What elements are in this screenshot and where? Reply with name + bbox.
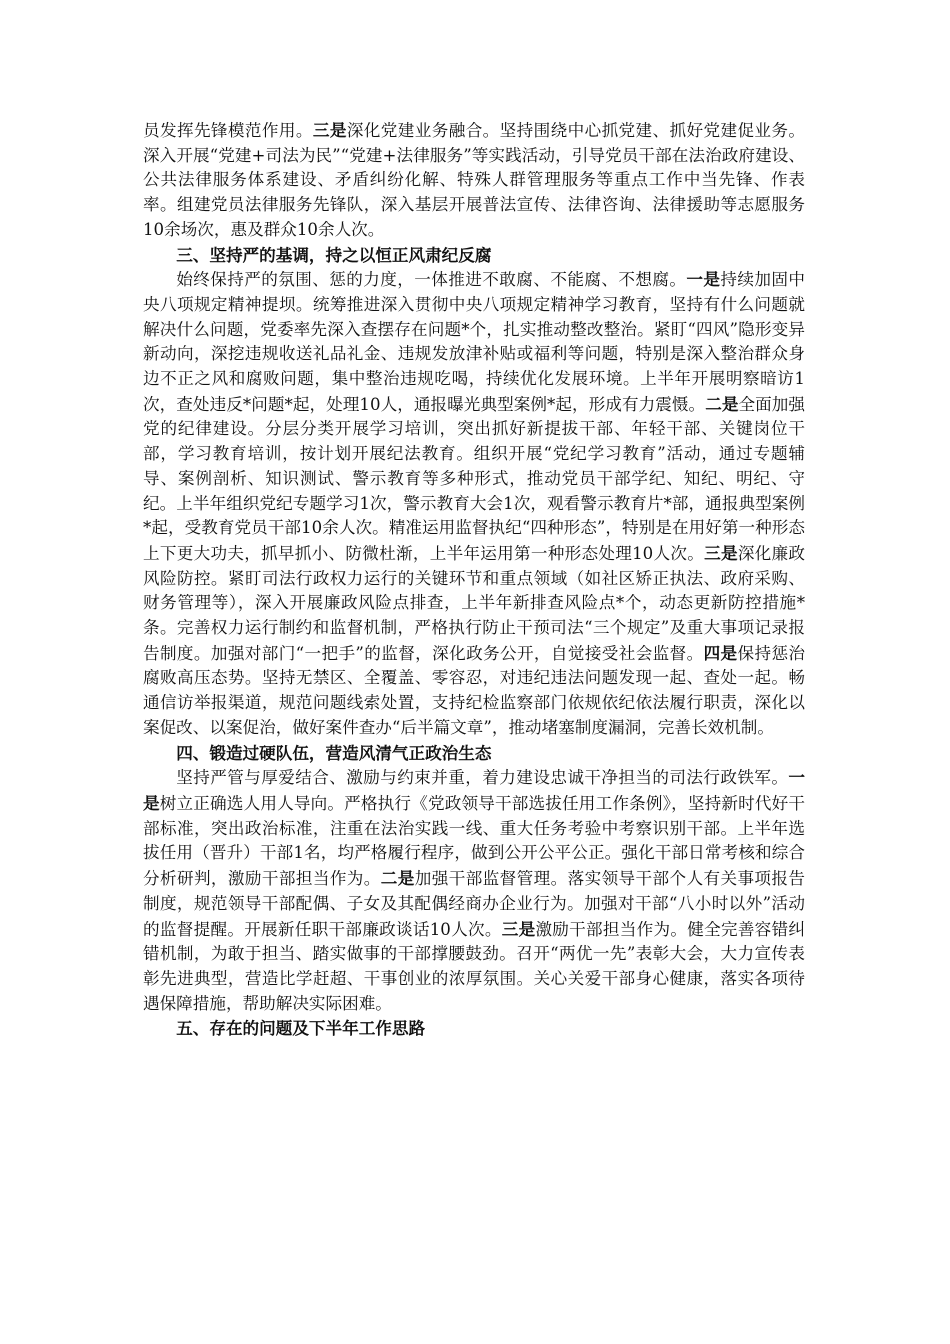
paragraph-party-building-continued (143, 118, 805, 243)
emphasis-marker: 三是 (312, 120, 347, 140)
paragraph-discipline (143, 267, 805, 740)
section-heading-3: 三、坚持严的基调，持之以恒正风肃纪反腐 (176, 244, 492, 265)
text-segment: 全面加强党的纪律建设。分层分类开展学习培训，突出抓好新提拔干部、年轻干部、关键岗位干部，学习教育培训，按计划开展纪法教育。组织开展“党纪学习教育”活动，通过专题辅导、案例剖析、知识测试、警示教育等多种形式，推动党员干部学纪、知纪、明纪、守纪。上半年组织党纪专题学习1次，警示教育大会1次，观看警示教育片*部，通报典型案例*起，受教育党员干部10余人次。精准运用监督执纪“四种形态”，特别是在用好第一种形态上下更大功夫，抓早抓小、防微杜渐，上半年运用第一种形态处理10人次。 (143, 394, 806, 563)
text-segment: 深化廉政风险防控。紧盯司法行政权力运行的关键环节和重点领域（如社区矫正执法、政府采购、财务管理等），深入开展廉政风险点排查，上半年新排查风险点*个，动态更新防控措施*条。完善权力运行制约和监督机制，严格执行防止干预司法“三个规定”及重大事项记录报告制度。加强对部门“一把手”的监督，深化政务公开，自觉接受社会监督。 (143, 543, 806, 663)
text-segment: 持续加固中央八项规定精神提坝。统筹推进深入贯彻中央八项规定精神学习教育，坚持有什么问题就解决什么问题，党委率先深入查摆存在问题*个，扎实推动整改整治。紧盯“四风”隐形变异新动向，深挖违规收送礼品礼金、违规发放津补贴或福利等问题，特别是深入整治群众身边不正之风和腐败问题，集中整治违规吃喝，持续优化发展环境。上半年开展明察暗访1次，查处违反*问题*起，处理10人，通报曝光典型案例*起，形成有力震慑。 (143, 270, 806, 414)
text-segment: 激励干部担当作为。健全完善容错纠错机制，为敢于担当、踏实做事的干部撑腰鼓劲。召开“两优一先”表彰大会，大力宣传表彰先进典型，营造比学赶超、干事创业的浓厚氛围。关心关爱干部身心健康，落实各项待遇保障措施，帮助解决实际困难。 (143, 919, 806, 1013)
section-heading-4: 四、锻造过硬队伍，营造风清气正政治生态 (176, 742, 492, 763)
text-segment: 始终保持严的氛围、惩的力度，一体推进不敢腐、不能腐、不想腐。 (176, 270, 687, 290)
text-segment: 加强干部监督管理。落实领导干部个人有关事项报告制度，规范领导干部配偶、子女及其配偶经商办企业行为。加强对干部“八小时以外”活动的监督提醒。开展新任职干部廉政谈话10人次。 (143, 869, 805, 939)
emphasis-marker: 四是 (703, 642, 738, 663)
section-heading-5: 五、存在的问题及下半年工作思路 (176, 1018, 426, 1039)
text-segment: 深化党建业务融合。坚持围绕中心抓党建、抓好党建促业务。深入开展“党建+司法为民”“党建+法律服务”等实践活动，引导党员干部在法治政府建设、公共法律服务体系建设、矛盾纠纷化解、特殊人群管理服务等重点工作中当先锋、作表率。组建党员法律服务先锋队，深入基层开展普法宣传、法律咨询、法律援助等志愿服务10余场次，惠及群众10余人次。 (143, 121, 805, 239)
emphasis-marker: 一是 (686, 269, 721, 290)
emphasis-marker: 一是 (143, 767, 805, 813)
document-body (143, 118, 805, 1041)
text-segment: 坚持严管与厚爱结合、激励与约束并重，着力建设忠诚干净担当的司法行政铁军。 (176, 768, 789, 788)
text-segment: 员发挥先锋模范作用。 (143, 121, 313, 140)
text-segment: 保持惩治腐败高压态势。坚持无禁区、全覆盖、零容忍，对违纪违法问题发现一起、查处一起。畅通信访举报渠道，规范问题线索处置，支持纪检监察部门依规依纪依法履行职责，深化以案促改、以案促治，做好案件查办“后半篇文章”，推动堵塞制度漏洞，完善长效机制。 (143, 643, 806, 737)
text-segment: 树立正确选人用人导向。严格执行《党政领导干部选拔任用工作条例》，坚持新时代好干部标准，突出政治标准，注重在法治实践一线、重大任务考验中考察识别干部。上半年选拔任用（晋升）干部1名，均严格履行程序，做到公开公平公正。强化干部日常考核和综合分析研判，激励干部担当作为。 (143, 793, 805, 889)
emphasis-marker: 三是 (704, 542, 738, 563)
paragraph-team-building (143, 765, 805, 1016)
emphasis-marker: 二是 (705, 393, 739, 414)
emphasis-marker: 三是 (501, 918, 536, 939)
emphasis-marker: 二是 (380, 868, 415, 889)
